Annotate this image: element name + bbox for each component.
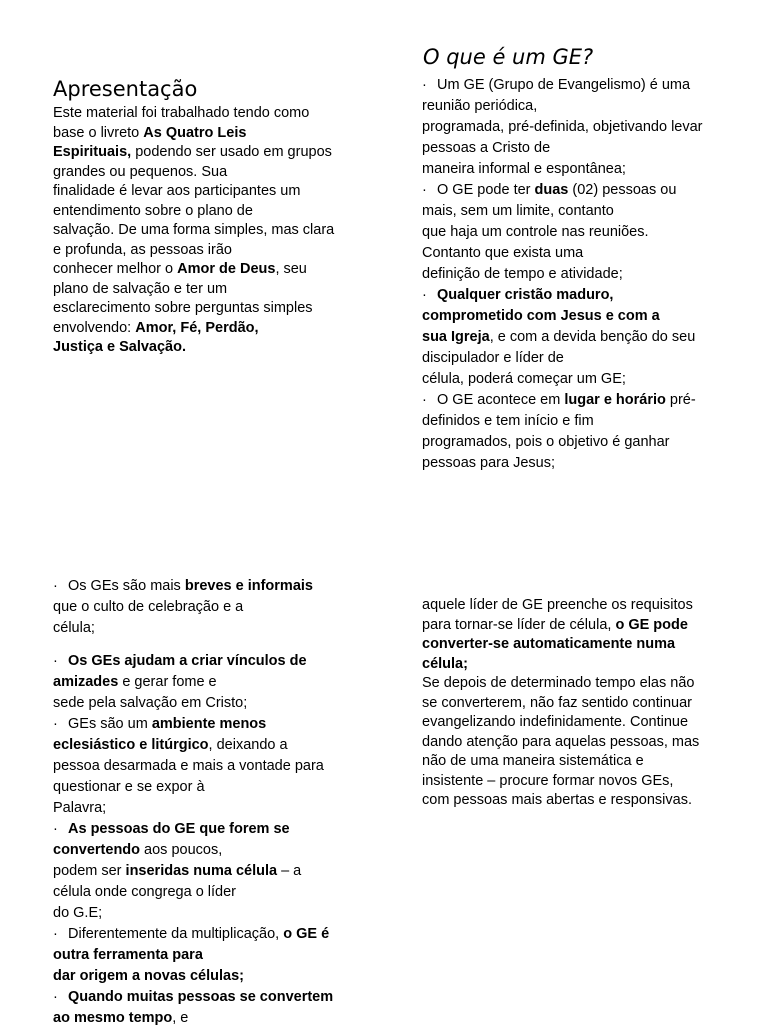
bullet-icon: · [53, 821, 58, 837]
bullet-icon: · [422, 77, 427, 93]
bullet-icon: · [53, 926, 58, 942]
text-run: não de uma maneira sistemática e [422, 753, 644, 769]
text-run: Diferentemente da multiplicação, [68, 926, 284, 942]
text-run: maneira informal e espontânea; [422, 161, 626, 177]
text-run: com pessoas mais abertas e responsivas. [422, 792, 692, 808]
bold-text: comprometido com Jesus e com a [422, 308, 660, 324]
presentation-paragraph [53, 104, 353, 358]
text-run: O GE acontece em [437, 392, 565, 408]
text-run: O GE pode ter [437, 182, 535, 198]
text-run: se converterem, não faz sentido continuar [422, 694, 693, 711]
text-run: insistente – procure formar novos GEs, [422, 772, 674, 789]
text-run: salvação. De uma forma simples, mas clara [53, 222, 335, 238]
text-run: célula; [53, 620, 95, 636]
ge-definition-list [422, 75, 722, 474]
text-run: programados, pois o objetivo é ganhar [422, 434, 670, 450]
bold-text: dar origem a novas células; [53, 968, 244, 984]
text-run: aos poucos, [140, 842, 223, 858]
text-run: pessoas para Jesus; [422, 455, 555, 471]
bold-text: converter-se automaticamente numa [422, 636, 676, 652]
list-item [53, 819, 353, 924]
what-is-ge-heading: O que é um GE? [423, 45, 594, 69]
text-run: podem ser [53, 863, 126, 879]
bold-text: o GE é [283, 926, 330, 942]
bold-text: sua Igreja [422, 329, 490, 345]
bold-text: célula; [422, 655, 468, 672]
text-run: que haja um controle nas reuniões. [422, 224, 649, 240]
text-run: conhecer melhor o [53, 261, 178, 277]
text-run: esclarecimento sobre perguntas simples [53, 300, 313, 316]
text-run: Se depois de determinado tempo elas não [422, 675, 695, 691]
text-run: que o culto de celebração e a [53, 599, 244, 615]
presentation-heading: Apresentação [53, 77, 198, 101]
text-run: definição de tempo e atividade; [422, 266, 623, 282]
text-run: sede pela salvação em Cristo; [53, 695, 248, 711]
text-run: Um GE (Grupo de Evangelismo) é uma [437, 77, 691, 93]
text-run: do G.E; [53, 905, 103, 921]
text-run: questionar e se expor à [53, 779, 205, 795]
ge-characteristics-list [53, 576, 353, 1029]
text-run: plano de salvação e ter um [53, 280, 228, 297]
bold-text: duas [534, 182, 569, 198]
list-item [53, 987, 353, 1029]
text-run: definidos e tem início e fim [422, 413, 594, 429]
bold-text: ambiente menos [151, 716, 267, 732]
bold-text: Amor, Fé, Perdão, [135, 319, 259, 336]
bullet-icon: · [422, 182, 427, 198]
text-run: Este material foi trabalhado tendo como [53, 105, 310, 121]
text-run: , deixando a [208, 737, 288, 753]
text-run: envolvendo: [53, 319, 136, 336]
bold-text: outra ferramenta para [53, 947, 203, 963]
bold-text: Os GEs ajudam a criar vínculos de [68, 653, 307, 669]
text-run: célula, poderá começar um GE; [422, 371, 626, 387]
bullet-icon: · [53, 989, 58, 1005]
bold-text: As Quatro Leis [143, 124, 247, 141]
text-run: pré- [665, 392, 696, 408]
bullet-icon: · [53, 653, 58, 669]
list-item [422, 285, 722, 390]
text-run: finalidade é levar aos participantes um [53, 183, 301, 199]
text-run: pessoas a Cristo de [422, 140, 551, 156]
bold-text: Espirituais, [53, 144, 132, 160]
text-run: célula onde congrega o líder [53, 884, 236, 900]
bold-text: eclesiástico e litúrgico [53, 737, 209, 753]
bold-text: amizades [53, 674, 119, 690]
bold-text: convertendo [53, 842, 141, 858]
bold-text: As pessoas do GE que forem se [68, 821, 290, 837]
text-run: GEs são um [68, 716, 152, 732]
bullet-icon: · [422, 392, 427, 408]
text-run: mais, sem um limite, contanto [422, 203, 614, 219]
bold-text: Quando muitas pessoas se convertem [68, 989, 334, 1005]
text-run: grandes ou pequenos. Sua [53, 163, 228, 180]
text-run: , e [172, 1010, 189, 1026]
bold-text: Justiça e Salvação. [53, 339, 186, 355]
bold-text: o GE pode [615, 616, 688, 633]
bold-text: lugar e horário [564, 392, 666, 408]
text-run: base o livreto [53, 124, 144, 141]
text-run: , seu [275, 261, 307, 277]
text-run: (02) pessoas ou [568, 182, 677, 198]
text-run: para tornar-se líder de célula, [422, 616, 616, 633]
text-run: e gerar fome e [118, 674, 217, 690]
bullet-icon: · [53, 578, 58, 594]
bullet-icon: · [53, 716, 58, 732]
text-run: evangelizando indefinidamente. Continue [422, 714, 689, 730]
bold-text: Qualquer cristão maduro, [437, 287, 614, 303]
text-run: entendimento sobre o plano de [53, 202, 253, 219]
text-run: programada, pré-definida, objetivando levar [422, 119, 703, 135]
text-run: aquele líder de GE preenche os requisitos [422, 597, 693, 613]
text-run: reunião periódica, [422, 98, 538, 114]
text-run: Os GEs são mais [68, 578, 185, 594]
list-item [422, 180, 722, 285]
list-item [53, 924, 353, 987]
ge-conversion-paragraph [422, 596, 722, 811]
text-run: – a [277, 863, 302, 879]
text-run: , e com a devida benção do seu [489, 329, 696, 345]
list-item [422, 390, 722, 474]
text-run: pessoa desarmada e mais a vontade para [53, 758, 324, 774]
text-run: podendo ser usado em grupos [131, 144, 332, 160]
text-run: Palavra; [53, 800, 107, 816]
text-run: Contanto que exista uma [422, 245, 584, 261]
list-item [53, 651, 353, 714]
bold-text: ao mesmo tempo [53, 1010, 173, 1026]
text-run: discipulador e líder de [422, 350, 564, 366]
list-item [53, 714, 353, 819]
list-item [422, 75, 722, 180]
bullet-icon: · [422, 287, 427, 303]
list-item [53, 576, 353, 639]
text-run: dando atenção para aquelas pessoas, mas [422, 733, 700, 750]
text-run: e profunda, as pessoas irão [53, 241, 232, 258]
bold-text: Amor de Deus [177, 261, 276, 277]
bold-text: inseridas numa célula [125, 863, 278, 879]
bold-text: breves e informais [184, 578, 313, 594]
